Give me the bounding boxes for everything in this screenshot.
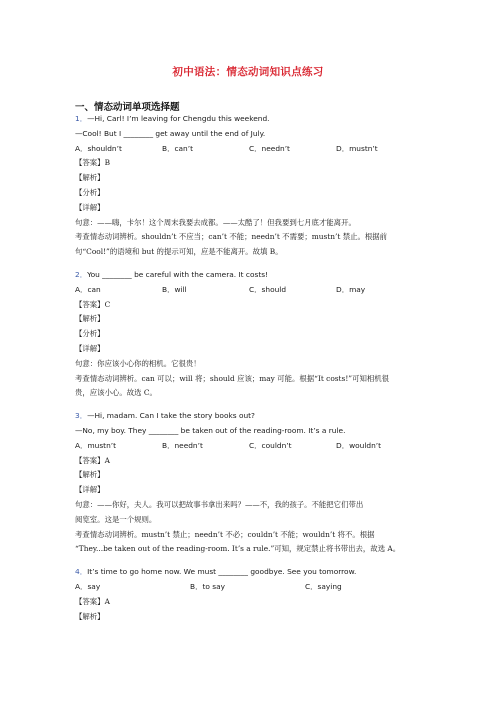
option-c: C．should xyxy=(249,284,287,294)
option-a: A．can xyxy=(75,284,101,294)
question-number: 2． xyxy=(75,269,88,279)
explanation-line: 句“Cool!”的语境和 but 的提示可知，应是不能离开。故填 B。 xyxy=(75,247,283,257)
answer-label: 【答案】B xyxy=(75,158,110,168)
option-d: D．wouldn’t xyxy=(336,440,382,450)
option-c: C．couldn’t xyxy=(249,440,292,450)
explanation-line: 阅览室。这是一个规则。 xyxy=(75,514,157,524)
option-a: A．say xyxy=(75,581,101,591)
explanation-line: 句意：——你好，夫人。我可以把故事书拿出来吗？——不，我的孩子。不能把它们带出 xyxy=(75,499,364,509)
explanation-line: 考查情态动词辨析。can 可以；will 将；should 应该；may 可能。根据“It costs!”可知相机很 xyxy=(75,373,390,383)
analysis-label: 【解析】 xyxy=(75,611,105,621)
breakdown-label: 【分析】 xyxy=(75,329,105,339)
option-a: A．mustn’t xyxy=(75,440,117,450)
answer-label: 【答案】C xyxy=(75,299,111,309)
details-label: 【详解】 xyxy=(75,485,105,495)
option-a: A．shouldn’t xyxy=(75,143,122,153)
analysis-label: 【解析】 xyxy=(75,314,105,324)
option-b: B．to say xyxy=(190,581,225,591)
question-4-stem: 4．It’s time to go home now. We must ________ goodbye. See you tomorrow. xyxy=(75,567,357,577)
question-gap xyxy=(75,557,435,565)
section-heading: 一、情态动词单项选择题 xyxy=(75,102,180,113)
question-2-stem: 2．You ________ be careful with the camera. It costs! xyxy=(75,269,269,279)
question-gap xyxy=(75,401,435,409)
question-list xyxy=(75,112,435,624)
question-number: 4． xyxy=(75,567,88,577)
answer-label: 【答案】A xyxy=(75,455,110,465)
question-gap xyxy=(75,260,435,268)
details-label: 【详解】 xyxy=(75,202,105,212)
question-3-stem-line2: —No, my boy. They ________ be taken out of the reading-room. It’s a rule. xyxy=(75,425,346,435)
breakdown-label: 【分析】 xyxy=(75,187,105,197)
explanation-line: 考查情态动词辨析。shouldn’t 不应当；can’t 不能；needn’t 不需要；mustn’t 禁止。根据前 xyxy=(75,232,388,242)
question-1 xyxy=(75,112,435,260)
option-b: B．needn’t xyxy=(162,440,203,450)
question-2 xyxy=(75,268,435,401)
question-3 xyxy=(75,409,435,557)
question-number: 3． xyxy=(75,411,88,421)
question-1-stem-line2: —Cool! But I ________ get away until the end of July. xyxy=(75,128,266,138)
details-label: 【详解】 xyxy=(75,343,105,353)
question-1-stem: 1．—Hi, Carl! I’m leaving for Chengdu this weekend. xyxy=(75,114,270,123)
answer-label: 【答案】A xyxy=(75,596,110,606)
explanation-line: 句意：——嗨，卡尔！这个周末我要去成都。——太酷了！但我要到七月底才能离开。 xyxy=(75,217,356,227)
option-d: D．may xyxy=(336,284,366,294)
question-2-options xyxy=(75,283,435,298)
explanation-line: 句意：你应该小心你的相机。它很贵！ xyxy=(75,358,201,368)
option-b: B．will xyxy=(162,284,187,294)
explanation-line: “They...be taken out of the reading-room. It’s a rule.”可知，规定禁止将书带出去，故选 A。 xyxy=(75,544,401,554)
option-c: C．needn’t xyxy=(249,143,290,153)
analysis-label: 【解析】 xyxy=(75,470,105,480)
question-3-options xyxy=(75,439,435,454)
question-3-stem: 3．—Hi, madam. Can I take the story books out? xyxy=(75,411,255,421)
question-number: 1． xyxy=(75,114,88,123)
option-c: C．saying xyxy=(305,581,342,591)
question-4-options xyxy=(75,580,435,595)
option-d: D．mustn’t xyxy=(336,143,378,153)
question-1-options xyxy=(75,142,435,157)
explanation-line: 考查情态动词辨析。mustn’t 禁止；needn’t 不必；couldn’t 不能；wouldn’t 将不。根据 xyxy=(75,529,375,539)
page-title: 初中语法：情态动词知识点练习 xyxy=(172,66,324,78)
analysis-label: 【解析】 xyxy=(75,173,105,183)
question-4 xyxy=(75,565,435,624)
explanation-line: 贵，应该小心。故选 C。 xyxy=(75,388,157,398)
option-b: B．can’t xyxy=(162,143,193,153)
